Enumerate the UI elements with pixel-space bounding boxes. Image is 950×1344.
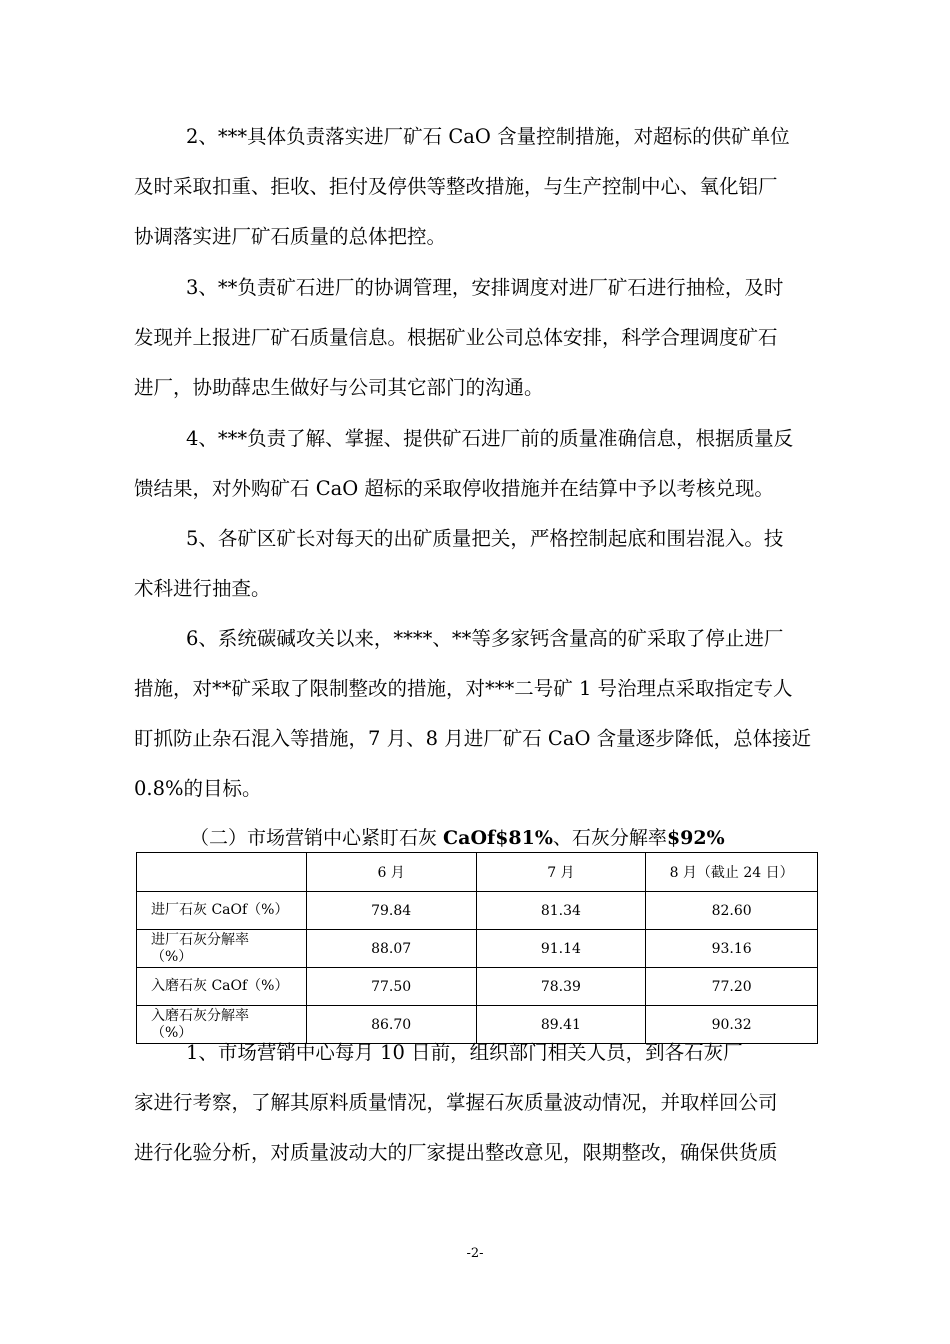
paragraph-line: 协调落实进厂矿石质量的总体把控。 xyxy=(134,225,447,248)
section-title-bold-rate: $92% xyxy=(666,827,725,849)
paragraph-line: 及时采取扣重、拒收、拒付及停供等整改措施，与生产控制中心、氧化铝厂 xyxy=(134,175,778,198)
paragraph-line: 3、**负责矿石进厂的协调管理，安排调度对进厂矿石进行抽检，及时 xyxy=(186,276,784,299)
row-label xyxy=(137,930,307,968)
table-row xyxy=(137,892,818,930)
paragraph-line: 0.8%的目标。 xyxy=(134,777,262,800)
lime-quality-table xyxy=(136,852,818,1044)
row-label-line: 进厂石灰分解率 xyxy=(151,931,249,948)
paragraph-line: 发现并上报进厂矿石质量信息。根据矿业公司总体安排，科学合理调度矿石 xyxy=(134,326,778,349)
table-cell: 89.41 xyxy=(476,1006,646,1044)
section-title-bold-caof: CaOf$81% xyxy=(443,827,553,849)
table-header-cell: 7 月 xyxy=(476,853,646,892)
paragraph-item-2 xyxy=(134,112,819,262)
paragraph-after-table xyxy=(134,1028,819,1178)
table-cell: 82.60 xyxy=(646,892,818,930)
paragraph-line: 1、市场营销中心每月 10 日前，组织部门相关人员，到各石灰厂 xyxy=(186,1041,743,1064)
paragraph-line: 馈结果，对外购矿石 CaO 超标的采取停收措施并在结算中予以考核兑现。 xyxy=(134,477,774,500)
row-label xyxy=(137,892,307,930)
table-cell: 77.50 xyxy=(306,968,476,1006)
section-title-prefix: （二）市场营销中心紧盯石灰 xyxy=(190,827,444,849)
paragraph-item-6 xyxy=(134,614,819,814)
table-header-cell: 8 月（截止 24 日） xyxy=(646,853,818,892)
row-label-line: 入磨石灰 CaOf（%） xyxy=(151,978,289,994)
table-header-cell: 6 月 xyxy=(306,853,476,892)
section-title-mid: 、石灰分解率 xyxy=(552,827,667,849)
paragraph-line: 进厂，协助薛忠生做好与公司其它部门的沟通。 xyxy=(134,376,544,399)
paragraph-line: 2、***具体负责落实进厂矿石 CaO 含量控制措施，对超标的供矿单位 xyxy=(186,125,790,148)
table-cell: 77.20 xyxy=(646,968,818,1006)
table-row xyxy=(137,968,818,1006)
paragraph-line: 5、各矿区矿长对每天的出矿质量把关，严格控制起底和围岩混入。技 xyxy=(186,527,784,550)
row-label-line: 进厂石灰 CaOf（%） xyxy=(151,902,289,918)
table-header-row xyxy=(137,853,818,892)
paragraph-item-5 xyxy=(134,514,819,614)
table-cell: 78.39 xyxy=(476,968,646,1006)
table-cell: 91.14 xyxy=(476,930,646,968)
paragraph-item-3 xyxy=(134,263,819,413)
table-cell: 86.70 xyxy=(306,1006,476,1044)
row-label-line: 入磨石灰分解率 xyxy=(151,1007,249,1024)
table-cell: 88.07 xyxy=(306,930,476,968)
row-label xyxy=(137,968,307,1006)
paragraph-line: 6、系统碳碱攻关以来，****、**等多家钙含量高的矿采取了停止进厂 xyxy=(186,627,784,650)
page-number: -2- xyxy=(466,1246,484,1261)
paragraph-item-4 xyxy=(134,414,819,514)
table-row xyxy=(137,930,818,968)
table-header-cell xyxy=(137,853,307,892)
paragraph-line: 家进行考察，了解其原料质量情况，掌握石灰质量波动情况，并取样回公司 xyxy=(134,1091,778,1114)
paragraph-line: 4、***负责了解、掌握、提供矿石进厂前的质量准确信息，根据质量反 xyxy=(186,427,794,450)
section-heading xyxy=(190,823,725,850)
paragraph-line: 措施，对**矿采取了限制整改的措施，对***二号矿 1 号治理点采取指定专人 xyxy=(134,677,793,700)
table-cell: 79.84 xyxy=(306,892,476,930)
paragraph-line: 进行化验分析，对质量波动大的厂家提出整改意见，限期整改，确保供货质 xyxy=(134,1141,778,1164)
paragraph-line: 盯抓防止杂石混入等措施，7 月、8 月进厂矿石 CaO 含量逐步降低，总体接近 xyxy=(134,727,812,750)
row-label-line: （%） xyxy=(151,948,193,965)
paragraph-line: 术科进行抽查。 xyxy=(134,577,271,600)
row-label-line: （%） xyxy=(151,1024,193,1041)
table-cell: 81.34 xyxy=(476,892,646,930)
table-cell: 90.32 xyxy=(646,1006,818,1044)
table-cell: 93.16 xyxy=(646,930,818,968)
